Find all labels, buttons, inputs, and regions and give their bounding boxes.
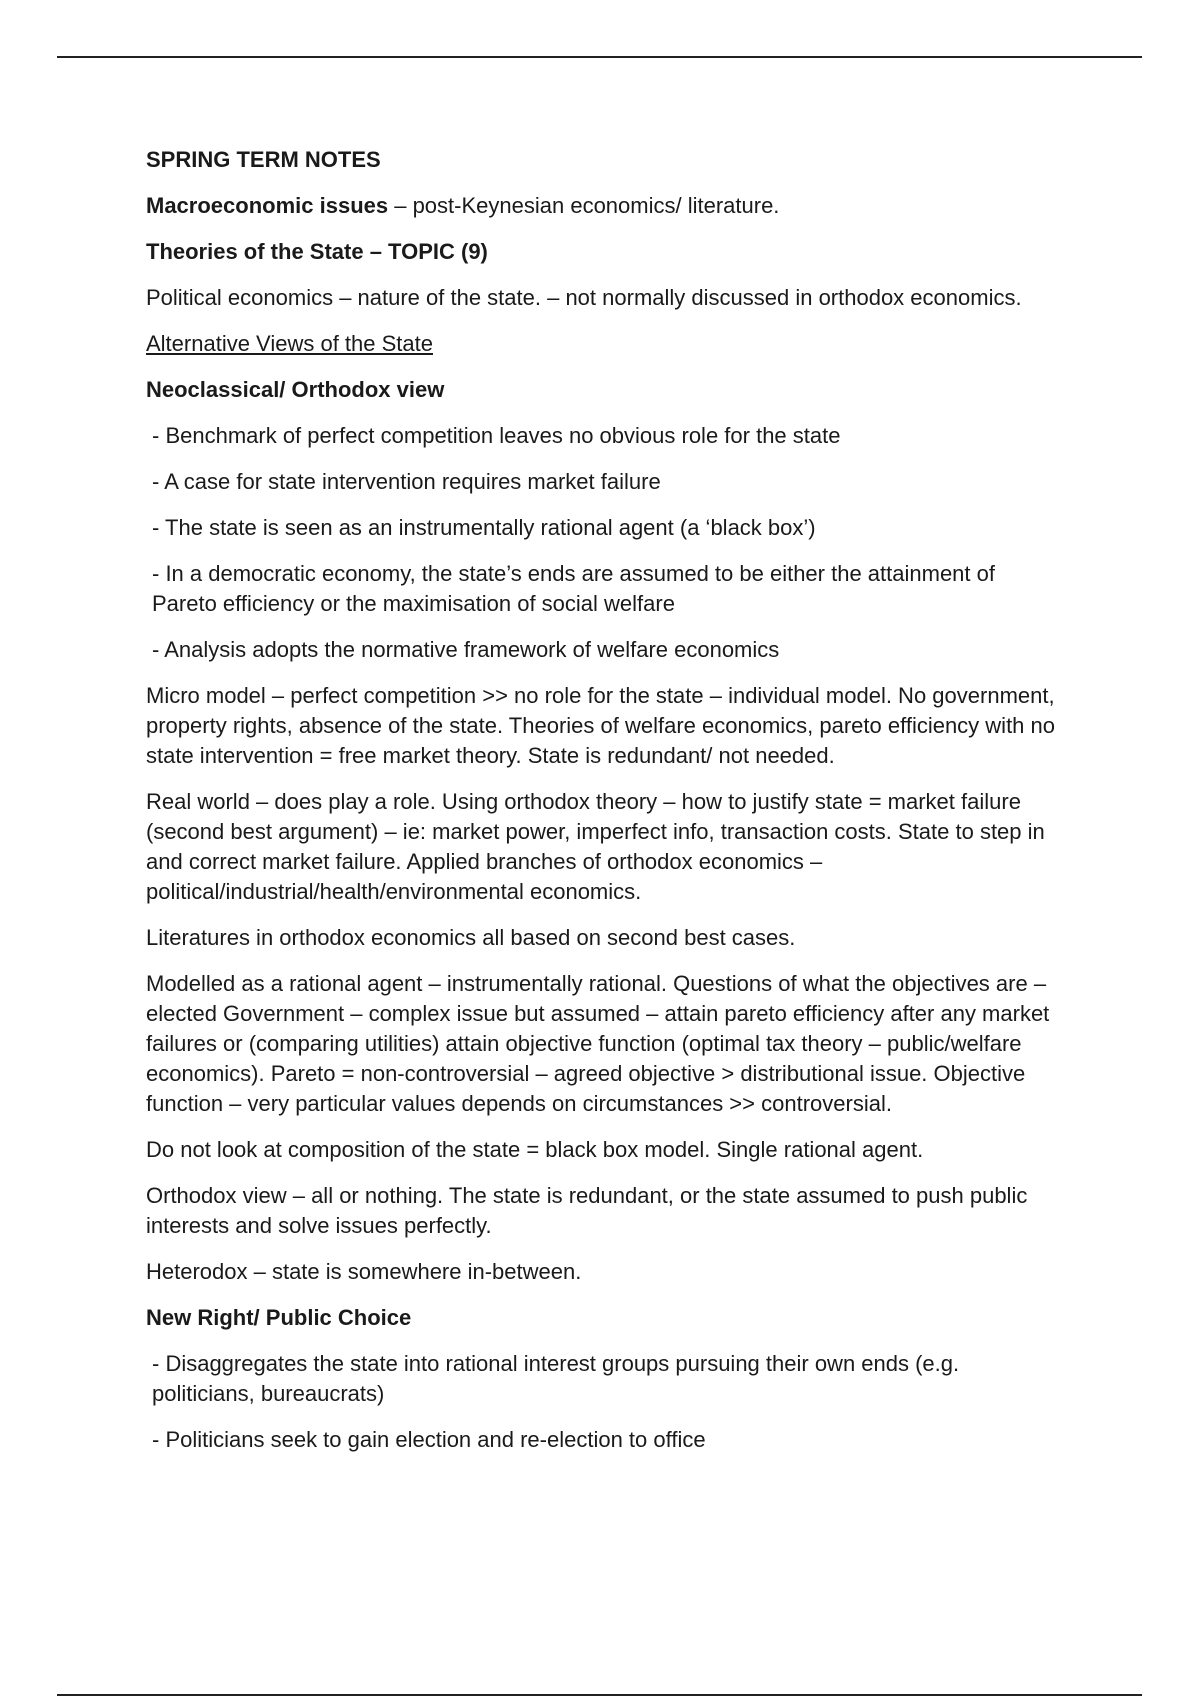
- macro-line: [146, 191, 1061, 221]
- footer-rule: [57, 1694, 1142, 1696]
- topic-heading: Theories of the State – TOPIC (9): [146, 239, 488, 264]
- new-right-bullet: - Politicians seek to gain election and re-election to office: [152, 1427, 706, 1452]
- document-title: SPRING TERM NOTES: [146, 147, 381, 172]
- alt-views-heading: Alternative Views of the State: [146, 331, 433, 356]
- neoclassical-bullet: - A case for state intervention requires market failure: [152, 469, 661, 494]
- neoclassical-bullet: - The state is seen as an instrumentally rational agent (a ‘black box’): [152, 515, 816, 540]
- body-paragraph: Micro model – perfect competition >> no role for the state – individual model. No government, property rights, absence of the state. Theories of welfare economics, pareto efficiency with no state intervention = free market theory. State is redundant/ not needed.: [146, 683, 1056, 768]
- intro-paragraph: Political economics – nature of the state. – not normally discussed in orthodox economics.: [146, 285, 1022, 310]
- macro-text: – post-Keynesian economics/ literature.: [388, 193, 780, 218]
- body-paragraph: Literatures in orthodox economics all based on second best cases.: [146, 925, 796, 950]
- body-paragraph: Do not look at composition of the state = black box model. Single rational agent.: [146, 1137, 924, 1162]
- neoclassical-heading: Neoclassical/ Orthodox view: [146, 377, 445, 402]
- macro-label: Macroeconomic issues: [146, 193, 389, 218]
- neoclassical-bullet: - Benchmark of perfect competition leaves no obvious role for the state: [152, 423, 841, 448]
- neoclassical-bullet: - In a democratic economy, the state’s ends are assumed to be either the attainment of Pareto efficiency or the maximisation of social welfare: [152, 561, 995, 616]
- new-right-bullet: - Disaggregates the state into rational interest groups pursuing their own ends (e.g. politicians, bureaucrats): [152, 1351, 960, 1406]
- new-right-heading: New Right/ Public Choice: [146, 1305, 412, 1330]
- document-body: [146, 145, 1061, 1471]
- body-paragraph: Modelled as a rational agent – instrumentally rational. Questions of what the objectives are – elected Government – complex issue but assumed – attain pareto efficiency after any market failures or (comparing utilities) attain objective function (optimal tax theory – public/welfare economics). Pareto = non-controversial – agreed objective > distributional issue. Objective function – very particular values depends on circumstances >> controversial.: [146, 971, 1050, 1116]
- neoclassical-bullet: - Analysis adopts the normative framework of welfare economics: [152, 637, 780, 662]
- body-paragraph: Heterodox – state is somewhere in-between.: [146, 1259, 582, 1284]
- body-paragraph: Orthodox view – all or nothing. The state is redundant, or the state assumed to push public interests and solve issues perfectly.: [146, 1183, 1028, 1238]
- body-paragraph: Real world – does play a role. Using orthodox theory – how to justify state = market failure (second best argument) – ie: market power, imperfect info, transaction costs. State to step in and correct market failure. Applied branches of orthodox economics – political/industrial/health/environmental economics.: [146, 789, 1045, 904]
- header-rule: [57, 56, 1142, 58]
